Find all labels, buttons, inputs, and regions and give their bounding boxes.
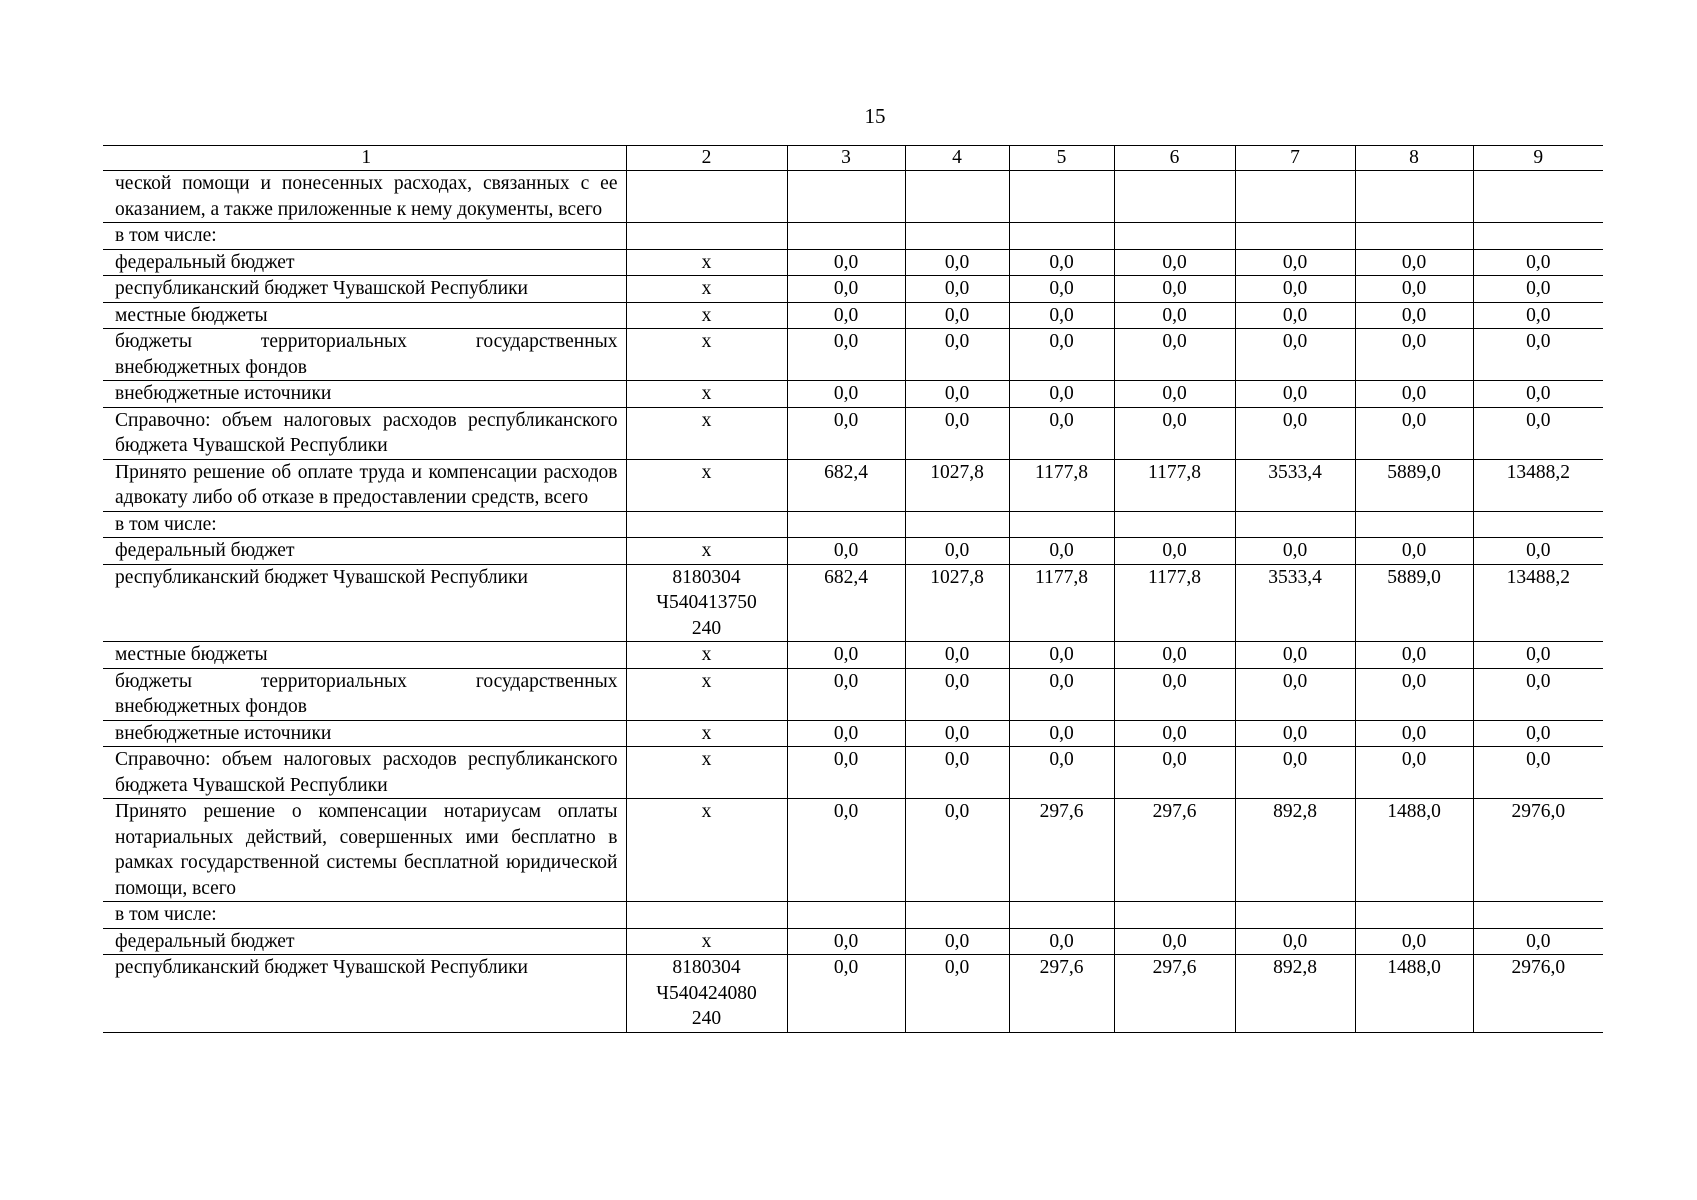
table-row [103, 407, 1603, 459]
value-cell: 0,0 [787, 720, 905, 747]
budget-code: x [626, 538, 787, 565]
value-cell: 0,0 [1235, 302, 1355, 329]
value-cell: 0,0 [1473, 668, 1603, 720]
value-cell: 13488,2 [1473, 564, 1603, 642]
value-cell: 0,0 [1473, 407, 1603, 459]
value-cell: 0,0 [1473, 642, 1603, 669]
value-cell: 0,0 [1114, 668, 1235, 720]
value-cell [1114, 511, 1235, 538]
value-cell: 0,0 [787, 538, 905, 565]
budget-code: x [626, 276, 787, 303]
value-cell: 0,0 [787, 799, 905, 902]
budget-code [626, 564, 787, 642]
table-row [103, 955, 1603, 1033]
row-label: Принято решение о компенсации нотариусам оплаты нотариальных действий, совершенных ими бесплатно в рамках государственной системы бесплатной юридической помощи, всего [103, 799, 626, 902]
value-cell: 0,0 [1473, 329, 1603, 381]
budget-code: x [626, 668, 787, 720]
value-cell: 0,0 [1235, 928, 1355, 955]
table-row [103, 249, 1603, 276]
value-cell: 0,0 [1009, 329, 1114, 381]
row-label: внебюджетные источники [103, 720, 626, 747]
table-row [103, 459, 1603, 511]
value-cell: 0,0 [1009, 747, 1114, 799]
value-cell [905, 902, 1009, 929]
value-cell: 0,0 [787, 642, 905, 669]
budget-code [626, 223, 787, 250]
value-cell [1473, 171, 1603, 223]
value-cell: 0,0 [1009, 249, 1114, 276]
value-cell [905, 171, 1009, 223]
budget-code: x [626, 799, 787, 902]
value-cell: 297,6 [1009, 955, 1114, 1033]
value-cell: 0,0 [905, 928, 1009, 955]
value-cell: 0,0 [1355, 249, 1473, 276]
value-cell [905, 223, 1009, 250]
value-cell: 1488,0 [1355, 955, 1473, 1033]
value-cell: 0,0 [905, 642, 1009, 669]
value-cell: 0,0 [1355, 276, 1473, 303]
row-label: Справочно: объем налоговых расходов республиканского бюджета Чувашской Республики [103, 747, 626, 799]
value-cell [1114, 171, 1235, 223]
value-cell [1473, 511, 1603, 538]
row-label: федеральный бюджет [103, 249, 626, 276]
value-cell: 0,0 [1235, 668, 1355, 720]
value-cell: 0,0 [1473, 276, 1603, 303]
table-row [103, 668, 1603, 720]
value-cell: 0,0 [1235, 249, 1355, 276]
value-cell: 0,0 [1009, 928, 1114, 955]
value-cell: 1027,8 [905, 459, 1009, 511]
table-row [103, 223, 1603, 250]
value-cell [787, 902, 905, 929]
value-cell [1355, 511, 1473, 538]
budget-code: x [626, 302, 787, 329]
value-cell: 0,0 [787, 928, 905, 955]
column-header: 5 [1009, 146, 1114, 171]
value-cell: 0,0 [1235, 747, 1355, 799]
table-row [103, 564, 1603, 642]
value-cell [1009, 902, 1114, 929]
budget-code [626, 955, 787, 1033]
value-cell [1355, 223, 1473, 250]
column-header: 6 [1114, 146, 1235, 171]
budget-code: x [626, 928, 787, 955]
value-cell: 1177,8 [1114, 459, 1235, 511]
budget-code: x [626, 459, 787, 511]
table-row [103, 302, 1603, 329]
value-cell: 0,0 [1009, 668, 1114, 720]
value-cell: 0,0 [1473, 720, 1603, 747]
value-cell: 0,0 [905, 955, 1009, 1033]
value-cell: 3533,4 [1235, 564, 1355, 642]
value-cell: 0,0 [905, 407, 1009, 459]
row-label: в том числе: [103, 902, 626, 929]
value-cell: 2976,0 [1473, 955, 1603, 1033]
value-cell: 0,0 [905, 720, 1009, 747]
value-cell: 0,0 [1114, 276, 1235, 303]
value-cell: 0,0 [1009, 538, 1114, 565]
budget-code: x [626, 249, 787, 276]
value-cell: 0,0 [1114, 302, 1235, 329]
value-cell [1009, 511, 1114, 538]
value-cell: 0,0 [1009, 642, 1114, 669]
value-cell: 682,4 [787, 459, 905, 511]
table-row [103, 538, 1603, 565]
value-cell: 0,0 [1235, 329, 1355, 381]
value-cell: 0,0 [1114, 538, 1235, 565]
value-cell [905, 511, 1009, 538]
row-label: в том числе: [103, 223, 626, 250]
value-cell: 0,0 [1009, 381, 1114, 408]
table-row [103, 171, 1603, 223]
budget-code [626, 511, 787, 538]
row-label: республиканский бюджет Чувашской Республики [103, 955, 626, 1033]
value-cell: 0,0 [1235, 642, 1355, 669]
value-cell: 892,8 [1235, 955, 1355, 1033]
value-cell [787, 171, 905, 223]
value-cell: 0,0 [1355, 538, 1473, 565]
value-cell: 0,0 [1114, 329, 1235, 381]
value-cell [1473, 223, 1603, 250]
table-row [103, 928, 1603, 955]
table-row [103, 720, 1603, 747]
budget-code-line: 8180304 [672, 566, 741, 588]
value-cell: 0,0 [1355, 329, 1473, 381]
value-cell: 297,6 [1114, 955, 1235, 1033]
value-cell [1114, 223, 1235, 250]
value-cell: 297,6 [1009, 799, 1114, 902]
value-cell [1009, 171, 1114, 223]
value-cell: 0,0 [1114, 747, 1235, 799]
value-cell: 0,0 [1009, 302, 1114, 329]
budget-code-line: 8180304 [672, 957, 741, 978]
value-cell [1235, 902, 1355, 929]
value-cell [787, 511, 905, 538]
value-cell: 0,0 [1473, 381, 1603, 408]
budget-code [626, 171, 787, 223]
value-cell: 0,0 [905, 799, 1009, 902]
table-row [103, 276, 1603, 303]
value-cell: 0,0 [905, 381, 1009, 408]
value-cell [1473, 902, 1603, 929]
row-label: бюджеты территориальных государственных внебюджетных фондов [103, 668, 626, 720]
budget-code: x [626, 381, 787, 408]
value-cell: 0,0 [905, 276, 1009, 303]
value-cell [1114, 902, 1235, 929]
table-row [103, 381, 1603, 408]
row-label: федеральный бюджет [103, 928, 626, 955]
row-label: местные бюджеты [103, 642, 626, 669]
table-row [103, 747, 1603, 799]
value-cell: 1177,8 [1009, 459, 1114, 511]
row-label: внебюджетные источники [103, 381, 626, 408]
value-cell [1355, 171, 1473, 223]
value-cell: 0,0 [1355, 720, 1473, 747]
value-cell: 1177,8 [1009, 564, 1114, 642]
value-cell: 0,0 [787, 747, 905, 799]
budget-code [626, 902, 787, 929]
value-cell: 0,0 [1355, 302, 1473, 329]
value-cell: 0,0 [1355, 407, 1473, 459]
value-cell: 1488,0 [1355, 799, 1473, 902]
value-cell: 3533,4 [1235, 459, 1355, 511]
row-label: федеральный бюджет [103, 538, 626, 565]
value-cell: 0,0 [1114, 407, 1235, 459]
value-cell: 0,0 [905, 668, 1009, 720]
value-cell [1235, 223, 1355, 250]
budget-code: x [626, 407, 787, 459]
value-cell: 0,0 [787, 302, 905, 329]
table-row [103, 902, 1603, 929]
value-cell: 0,0 [905, 538, 1009, 565]
row-label: бюджеты территориальных государственных внебюджетных фондов [103, 329, 626, 381]
row-label: ческой помощи и понесенных расходах, связанных с ее оказанием, а также приложенные к нему документы, всего [103, 171, 626, 223]
value-cell [1009, 223, 1114, 250]
value-cell: 0,0 [787, 249, 905, 276]
value-cell: 0,0 [1009, 276, 1114, 303]
value-cell: 0,0 [905, 329, 1009, 381]
value-cell: 0,0 [787, 381, 905, 408]
value-cell [1235, 171, 1355, 223]
value-cell: 1027,8 [905, 564, 1009, 642]
table-row [103, 329, 1603, 381]
value-cell: 0,0 [905, 302, 1009, 329]
budget-table [103, 145, 1603, 1033]
value-cell: 0,0 [787, 329, 905, 381]
value-cell: 0,0 [1235, 276, 1355, 303]
value-cell: 5889,0 [1355, 459, 1473, 511]
value-cell: 0,0 [905, 747, 1009, 799]
column-header: 8 [1355, 146, 1473, 171]
value-cell: 0,0 [1009, 720, 1114, 747]
value-cell: 0,0 [1114, 928, 1235, 955]
value-cell: 0,0 [1473, 928, 1603, 955]
value-cell: 297,6 [1114, 799, 1235, 902]
column-header: 7 [1235, 146, 1355, 171]
row-label: республиканский бюджет Чувашской Республики [103, 564, 626, 642]
value-cell: 0,0 [1235, 407, 1355, 459]
value-cell: 0,0 [905, 249, 1009, 276]
value-cell: 0,0 [1009, 407, 1114, 459]
value-cell: 0,0 [1473, 538, 1603, 565]
value-cell: 0,0 [1114, 720, 1235, 747]
row-label: местные бюджеты [103, 302, 626, 329]
value-cell: 0,0 [1355, 747, 1473, 799]
page-number: 15 [864, 104, 886, 128]
table-row [103, 511, 1603, 538]
value-cell: 13488,2 [1473, 459, 1603, 511]
value-cell: 0,0 [1473, 302, 1603, 329]
value-cell [1235, 511, 1355, 538]
value-cell: 0,0 [1473, 747, 1603, 799]
value-cell: 0,0 [1355, 642, 1473, 669]
column-header: 2 [626, 146, 787, 171]
budget-code: x [626, 720, 787, 747]
value-cell: 0,0 [1355, 928, 1473, 955]
value-cell [1355, 902, 1473, 929]
value-cell: 682,4 [787, 564, 905, 642]
value-cell: 0,0 [1473, 249, 1603, 276]
value-cell: 0,0 [787, 668, 905, 720]
value-cell: 0,0 [1114, 381, 1235, 408]
budget-code: x [626, 329, 787, 381]
budget-code-line: Ч540424080 [656, 982, 757, 1004]
value-cell: 892,8 [1235, 799, 1355, 902]
value-cell: 0,0 [1235, 538, 1355, 565]
value-cell: 0,0 [787, 407, 905, 459]
value-cell: 5889,0 [1355, 564, 1473, 642]
column-header: 3 [787, 146, 905, 171]
value-cell: 0,0 [1235, 720, 1355, 747]
budget-code-line: 240 [691, 1008, 722, 1029]
value-cell: 0,0 [1355, 668, 1473, 720]
value-cell: 0,0 [1114, 249, 1235, 276]
budget-code: x [626, 747, 787, 799]
budget-code: x [626, 642, 787, 669]
value-cell: 0,0 [1114, 642, 1235, 669]
value-cell: 0,0 [1235, 381, 1355, 408]
value-cell: 1177,8 [1114, 564, 1235, 642]
row-label: Принято решение об оплате труда и компенсации расходов адвокату либо об отказе в предоставлении средств, всего [103, 459, 626, 511]
column-header: 9 [1473, 146, 1603, 171]
value-cell [787, 223, 905, 250]
value-cell: 0,0 [787, 276, 905, 303]
header-row [103, 146, 1603, 171]
value-cell: 0,0 [787, 955, 905, 1033]
row-label: Справочно: объем налоговых расходов республиканского бюджета Чувашской Республики [103, 407, 626, 459]
row-label: в том числе: [103, 511, 626, 538]
budget-code-line: 240 [691, 617, 722, 639]
column-header: 4 [905, 146, 1009, 171]
table-row [103, 642, 1603, 669]
value-cell: 0,0 [1355, 381, 1473, 408]
column-header: 1 [103, 146, 626, 171]
table-row [103, 799, 1603, 902]
budget-code-line: Ч540413750 [656, 592, 757, 613]
row-label: республиканский бюджет Чувашской Республики [103, 276, 626, 303]
value-cell: 2976,0 [1473, 799, 1603, 902]
